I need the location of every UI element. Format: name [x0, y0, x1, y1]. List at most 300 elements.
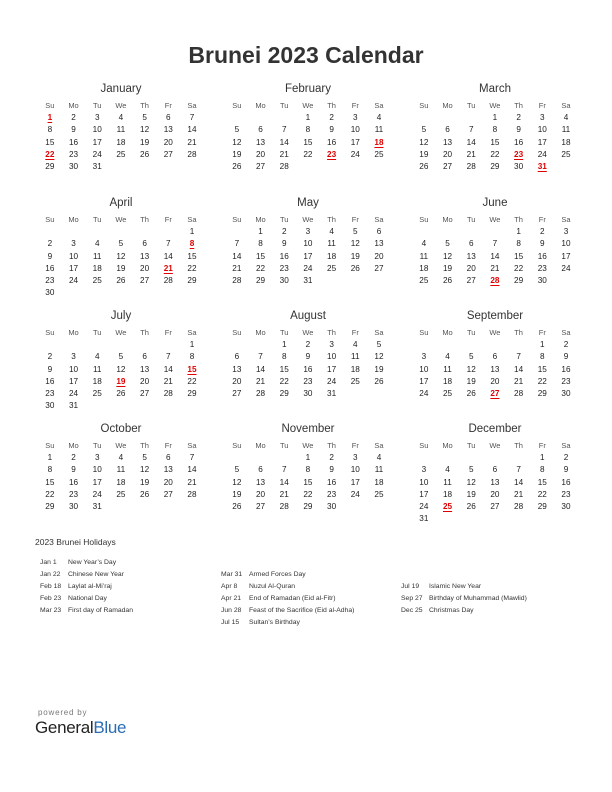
weekday-header: Fr: [164, 215, 172, 224]
calendar-date: 15: [187, 251, 197, 261]
calendar-date: 2: [47, 239, 53, 249]
calendar-date: 13: [232, 364, 242, 374]
calendar-date: 1: [281, 340, 287, 349]
calendar-date: 20: [140, 263, 150, 273]
calendar-date: 5: [142, 453, 147, 462]
calendar-date: 10: [537, 125, 547, 135]
calendar-date: 7: [492, 239, 498, 249]
holiday-list-item: [221, 581, 354, 593]
month-name: August: [290, 310, 326, 322]
calendar-date: 28: [514, 502, 524, 512]
calendar-date: 26: [140, 489, 150, 499]
calendar-date: 18: [116, 137, 126, 147]
weekday-header: Fr: [351, 328, 359, 337]
calendar-date: 2: [329, 113, 334, 122]
holiday-list-item: [40, 569, 133, 581]
calendar-date: 26: [442, 276, 453, 286]
calendar-date: 30: [45, 288, 55, 298]
empty-cell: [459, 226, 483, 238]
calendar-date: 10: [350, 125, 360, 135]
calendar-date: 1: [47, 453, 53, 462]
page-title: Brunei 2023 Calendar: [188, 42, 424, 68]
month-january: [38, 82, 204, 173]
holiday-name: National Day: [68, 595, 107, 602]
calendar-date: 22: [45, 489, 55, 499]
empty-cell: [483, 226, 507, 238]
calendar-date: 25: [92, 389, 102, 399]
calendar-date: 9: [540, 239, 545, 249]
holiday-date: 23: [514, 149, 524, 159]
calendar-date: 12: [374, 352, 384, 362]
calendar-date: 13: [140, 251, 150, 261]
calendar-date: 21: [490, 263, 500, 273]
month-name: April: [109, 197, 133, 209]
calendar-date: 29: [255, 276, 266, 286]
calendar-date: 12: [116, 364, 126, 374]
calendar-date: 15: [537, 364, 547, 374]
holiday-name: Christmas Day: [429, 607, 474, 614]
calendar-date: 3: [421, 465, 427, 475]
weekday-header: Fr: [538, 441, 546, 450]
calendar-date: 1: [540, 340, 545, 349]
weekday-header: Fr: [538, 215, 546, 224]
calendar-date: 14: [163, 251, 173, 261]
calendar-date: 26: [374, 376, 384, 386]
calendar-date: 1: [540, 453, 545, 462]
calendar-date: 28: [466, 162, 476, 172]
month-day-grid: [412, 213, 578, 287]
empty-cell: [436, 112, 460, 124]
month-june: [412, 196, 578, 287]
calendar-date: 21: [514, 376, 524, 386]
holiday-list-column-1: [40, 557, 133, 617]
calendar-date: 18: [442, 376, 453, 386]
calendar-date: 23: [327, 489, 337, 499]
calendar-date: 14: [490, 251, 500, 261]
calendar-date: 11: [443, 477, 452, 487]
calendar-date: 17: [92, 477, 102, 487]
empty-cell: [459, 452, 483, 464]
weekday-header: Th: [514, 328, 523, 337]
month-march: [412, 82, 578, 173]
calendar-date: 1: [189, 227, 195, 236]
weekday-header: We: [489, 441, 501, 450]
calendar-date: 6: [258, 125, 263, 135]
calendar-date: 13: [374, 239, 384, 249]
month-day-grid: [38, 213, 204, 300]
calendar-date: 7: [516, 465, 521, 475]
month-name: October: [100, 423, 142, 435]
holiday-list-item: [401, 593, 527, 605]
calendar-date: 20: [466, 263, 476, 273]
month-name: March: [479, 83, 511, 95]
month-name: February: [284, 83, 332, 95]
empty-cell: [507, 339, 531, 351]
weekday-header: Su: [232, 328, 242, 337]
empty-cell: [507, 452, 531, 464]
calendar-date: 2: [563, 340, 569, 349]
holiday-date-label: Mar 31: [221, 571, 243, 578]
weekday-header: Fr: [351, 441, 359, 450]
calendar-date: 14: [255, 364, 266, 374]
calendar-date: 19: [232, 489, 242, 499]
weekday-header: Su: [419, 215, 429, 224]
calendar-date: 17: [419, 489, 429, 499]
calendar-date: 20: [163, 477, 173, 487]
calendar-date: 17: [537, 137, 547, 147]
weekday-header: Tu: [466, 215, 476, 224]
empty-cell: [412, 112, 436, 124]
calendar-date: 25: [374, 149, 384, 159]
calendar-date: 4: [376, 453, 382, 462]
weekday-header: Th: [514, 441, 523, 450]
weekday-header: Fr: [538, 328, 546, 337]
calendar-date: 21: [187, 477, 197, 487]
calendar-date: 8: [189, 352, 195, 362]
weekday-header: We: [115, 441, 127, 450]
calendar-date: 15: [255, 251, 266, 261]
calendar-date: 16: [279, 251, 289, 261]
month-september: [412, 309, 578, 400]
calendar-date: 31: [92, 162, 102, 172]
calendar-date: 21: [187, 137, 197, 147]
calendar-date: 18: [327, 251, 337, 261]
calendar-date: 15: [45, 137, 55, 147]
calendar-date: 7: [189, 453, 195, 462]
weekday-header: Mo: [255, 215, 266, 224]
calendar-date: 15: [45, 477, 55, 487]
calendar-date: 14: [514, 364, 524, 374]
calendar-date: 26: [116, 389, 126, 399]
calendar-date: 7: [258, 352, 263, 362]
weekday-header: Th: [327, 328, 336, 337]
weekday-header: Sa: [187, 101, 197, 110]
calendar-date: 3: [353, 113, 358, 122]
calendar-date: 19: [466, 376, 476, 386]
calendar-date: 8: [305, 125, 311, 135]
holiday-name: Birthday of Muhammad (Mawlid): [429, 595, 527, 602]
calendar-date: 18: [92, 263, 102, 273]
calendar-date: 22: [490, 149, 500, 159]
calendar-date: 26: [350, 263, 360, 273]
weekday-header: We: [115, 328, 127, 337]
generalblue-logo[interactable]: [35, 718, 126, 738]
calendar-date: 6: [166, 113, 171, 122]
calendar-date: 5: [353, 227, 358, 236]
calendar-date: 12: [419, 137, 429, 147]
weekday-header: Th: [140, 101, 149, 110]
calendar-date: 11: [561, 125, 571, 135]
calendar-date: 7: [166, 352, 171, 362]
calendar-date: 16: [327, 477, 337, 487]
calendar-date: 28: [232, 276, 242, 286]
calendar-date: 3: [94, 453, 100, 462]
calendar-date: 10: [92, 125, 102, 135]
holiday-list-item: [40, 593, 133, 605]
calendar-date: 4: [563, 113, 569, 122]
calendar-date: 21: [466, 149, 476, 159]
calendar-date: 24: [537, 149, 547, 159]
weekday-header: Fr: [164, 101, 172, 110]
month-name: July: [110, 310, 132, 322]
calendar-date: 28: [187, 149, 197, 159]
calendar-date: 25: [350, 376, 360, 386]
weekday-header: Th: [140, 441, 149, 450]
calendar-date: 2: [563, 453, 569, 462]
calendar-date: 30: [327, 502, 337, 512]
calendar-date: 10: [419, 477, 429, 487]
calendar-date: 12: [232, 477, 242, 487]
calendar-date: 20: [442, 149, 453, 159]
calendar-date: 7: [189, 113, 195, 122]
weekday-header: Su: [232, 441, 242, 450]
weekday-header: Tu: [92, 328, 102, 337]
calendar-date: 13: [490, 477, 500, 487]
calendar-date: 27: [255, 162, 266, 172]
calendar-date: 22: [279, 376, 289, 386]
calendar-date: 24: [92, 149, 102, 159]
weekday-header: Sa: [374, 101, 384, 110]
calendar-date: 31: [419, 514, 429, 524]
weekday-header: We: [302, 215, 314, 224]
weekday-header: We: [302, 441, 314, 450]
calendar-date: 5: [142, 113, 147, 122]
weekday-header: Tu: [466, 101, 476, 110]
weekday-header: Sa: [187, 441, 197, 450]
holiday-date: 15: [187, 364, 197, 374]
calendar-date: 13: [163, 125, 173, 135]
empty-cell: [436, 226, 460, 238]
calendar-date: 20: [232, 376, 242, 386]
weekday-header: Sa: [374, 328, 384, 337]
calendar-date: 18: [419, 263, 429, 273]
weekday-header: We: [302, 101, 314, 110]
calendar-date: 3: [94, 113, 100, 122]
holiday-list-item: [40, 605, 133, 617]
calendar-date: 5: [421, 125, 427, 135]
weekday-header: Sa: [561, 328, 571, 337]
calendar-date: 1: [305, 453, 311, 462]
holiday-list-column-3: [401, 581, 527, 617]
month-july: [38, 309, 204, 413]
weekday-header: Sa: [374, 215, 384, 224]
calendar-date: 6: [492, 352, 498, 362]
month-name: May: [297, 197, 319, 209]
calendar-date: 4: [118, 453, 124, 462]
calendar-date: 29: [537, 389, 547, 399]
calendar-date: 11: [374, 465, 384, 475]
weekday-header: Tu: [92, 215, 102, 224]
calendar-date: 8: [281, 352, 287, 362]
weekday-header: Fr: [351, 101, 359, 110]
calendar-date: 20: [490, 489, 500, 499]
month-day-grid: [38, 99, 204, 173]
weekday-header: Mo: [68, 328, 79, 337]
calendar-date: 11: [92, 251, 102, 261]
calendar-date: 5: [118, 352, 124, 362]
calendar-date: 16: [45, 263, 55, 273]
calendar-date: 16: [68, 477, 79, 487]
calendar-date: 8: [47, 125, 53, 135]
month-day-grid: [412, 439, 578, 526]
calendar-date: 31: [68, 401, 79, 411]
calendar-date: 27: [140, 276, 150, 286]
calendar-date: 28: [187, 489, 197, 499]
empty-cell: [109, 226, 133, 238]
calendar-date: 24: [303, 263, 313, 273]
calendar-date: 1: [305, 113, 311, 122]
calendar-date: 8: [305, 465, 311, 475]
calendar-date: 23: [537, 263, 547, 273]
calendar-date: 14: [187, 465, 197, 475]
calendar-date: 4: [329, 227, 334, 236]
calendar-date: 5: [118, 239, 124, 249]
calendar-date: 10: [561, 239, 571, 249]
weekday-header: Mo: [255, 101, 266, 110]
footer-branding: [35, 708, 126, 738]
calendar-date: 23: [303, 376, 313, 386]
calendar-date: 18: [350, 364, 360, 374]
weekday-header: Sa: [374, 441, 384, 450]
calendar-date: 12: [442, 251, 453, 261]
empty-cell: [225, 452, 249, 464]
weekday-header: Mo: [255, 328, 266, 337]
calendar-date: 10: [419, 364, 429, 374]
calendar-date: 24: [68, 276, 79, 286]
month-name: June: [482, 197, 508, 209]
calendar-date: 15: [303, 477, 313, 487]
weekday-header: Mo: [68, 441, 79, 450]
empty-cell: [38, 339, 62, 351]
weekday-header: Mo: [442, 101, 453, 110]
calendar-date: 12: [350, 239, 360, 249]
empty-cell: [156, 226, 180, 238]
holiday-name: New Year’s Day: [68, 559, 117, 566]
holiday-list-item: [401, 605, 527, 617]
calendar-date: 2: [47, 352, 53, 362]
holidays-heading: 2023 Brunei Holidays: [35, 537, 116, 547]
month-name: September: [466, 310, 524, 322]
holiday-date-label: Dec 25: [401, 607, 423, 614]
calendar-date: 9: [71, 465, 76, 475]
weekday-header: Mo: [68, 101, 79, 110]
holiday-date-label: Sep 27: [401, 595, 423, 602]
calendar-date: 10: [303, 239, 313, 249]
calendar-date: 11: [116, 465, 126, 475]
calendar-date: 26: [419, 162, 429, 172]
weekday-header: Th: [514, 215, 523, 224]
calendar-date: 19: [419, 149, 429, 159]
calendar-date: 24: [561, 263, 571, 273]
weekday-header: Tu: [92, 101, 102, 110]
calendar-date: 20: [490, 376, 500, 386]
calendar-date: 8: [492, 125, 498, 135]
holiday-date: 18: [374, 137, 384, 147]
calendar-date: 7: [468, 125, 474, 135]
calendar-date: 18: [561, 137, 571, 147]
calendar-date: 17: [419, 376, 429, 386]
calendar-date: 3: [353, 453, 358, 462]
calendar-date: 6: [468, 239, 474, 249]
calendar-date: 25: [442, 389, 453, 399]
calendar-date: 22: [303, 489, 313, 499]
calendar-date: 6: [234, 352, 240, 362]
holiday-list-item: [221, 605, 354, 617]
month-may: [225, 196, 391, 287]
empty-cell: [38, 226, 62, 238]
calendar-date: 12: [140, 465, 150, 475]
weekday-header: Th: [140, 215, 149, 224]
calendar-date: 2: [516, 113, 521, 122]
calendar-date: 27: [163, 149, 173, 159]
weekday-header: Mo: [442, 328, 453, 337]
calendar-date: 22: [537, 489, 547, 499]
month-day-grid: [412, 99, 578, 173]
empty-cell: [272, 112, 296, 124]
calendar-date: 13: [163, 465, 173, 475]
calendar-date: 15: [490, 137, 500, 147]
empty-cell: [412, 452, 436, 464]
calendar-date: 3: [71, 239, 76, 249]
calendar-date: 6: [492, 465, 498, 475]
calendar-date: 4: [94, 239, 100, 249]
calendar-date: 23: [561, 489, 571, 499]
calendar-date: 12: [466, 364, 476, 374]
holiday-date: 1: [47, 113, 53, 122]
calendar-date: 9: [563, 465, 569, 475]
weekday-header: Su: [419, 441, 429, 450]
calendar-date: 7: [281, 465, 287, 475]
calendar-date: 24: [350, 489, 360, 499]
calendar-date: 25: [327, 263, 337, 273]
calendar-date: 13: [255, 137, 266, 147]
calendar-date: 30: [279, 276, 289, 286]
holiday-date-label: Feb 18: [40, 583, 62, 590]
empty-cell: [436, 452, 460, 464]
calendar-date: 22: [255, 263, 266, 273]
calendar-date: 11: [327, 239, 336, 249]
calendar-date: 30: [68, 162, 79, 172]
calendar-date: 2: [329, 453, 334, 462]
calendar-date: 29: [490, 162, 500, 172]
calendar-date: 30: [514, 162, 524, 172]
calendar-date: 20: [163, 137, 173, 147]
calendar-date: 21: [163, 376, 173, 386]
calendar-date: 1: [189, 340, 195, 349]
holiday-list-item: [40, 581, 133, 593]
calendar-date: 26: [466, 502, 476, 512]
calendar-date: 10: [68, 364, 79, 374]
calendar-date: 14: [279, 137, 289, 147]
empty-cell: [436, 339, 460, 351]
empty-cell: [225, 226, 249, 238]
calendar-date: 10: [68, 251, 79, 261]
calendar-date: 18: [442, 489, 453, 499]
month-february: [225, 82, 391, 173]
weekday-header: Sa: [561, 441, 571, 450]
weekday-header: Sa: [187, 215, 197, 224]
month-day-grid: [38, 439, 204, 513]
weekday-header: Su: [45, 215, 55, 224]
weekday-header: Mo: [442, 215, 453, 224]
calendar-date: 26: [140, 149, 150, 159]
weekday-header: Tu: [279, 328, 289, 337]
calendar-date: 9: [305, 352, 311, 362]
calendar-date: 21: [232, 263, 242, 273]
calendar-date: 17: [561, 251, 571, 261]
calendar-date: 27: [466, 276, 476, 286]
calendar-date: 15: [303, 137, 313, 147]
